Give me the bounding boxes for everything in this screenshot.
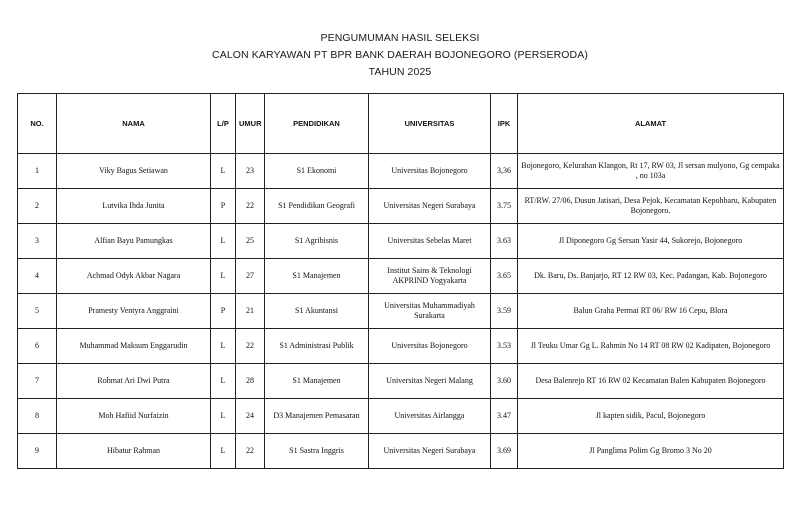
cell-no: 7 [18, 364, 57, 399]
cell-ipk: 3.60 [491, 364, 518, 399]
cell-nama: Muhammad Maksum Enggarudin [57, 329, 211, 364]
cell-alamat: Dk. Baru, Ds. Banjarjo, RT 12 RW 03, Kec. Padangan, Kab. Bojonegoro [518, 259, 784, 294]
table-row [18, 294, 784, 329]
cell-umur: 21 [236, 294, 265, 329]
cell-ipk: 3.53 [491, 329, 518, 364]
cell-umur: 23 [236, 154, 265, 189]
cell-universitas: Universitas Negeri Surabaya [369, 434, 491, 469]
cell-nama: Pramesty Ventyra Anggraini [57, 294, 211, 329]
cell-alamat: Balun Graha Permai RT 06/ RW 16 Cepu, Blora [518, 294, 784, 329]
cell-pendidikan: S1 Sastra Inggris [265, 434, 369, 469]
cell-pendidikan: S1 Pendidikan Geografi [265, 189, 369, 224]
cell-universitas: Universitas Airlangga [369, 399, 491, 434]
table-row [18, 189, 784, 224]
cell-nama: Moh Hafiid Nurfaizin [57, 399, 211, 434]
col-header-pendidikan: PENDIDIKAN [265, 94, 369, 154]
col-header-no: NO. [18, 94, 57, 154]
cell-lp: L [211, 399, 236, 434]
cell-pendidikan: D3 Manajemen Pemasaran [265, 399, 369, 434]
cell-alamat: Desa Balenrejo RT 16 RW 02 Kecamatan Balen Kabupaten Bojonegoro [518, 364, 784, 399]
cell-no: 2 [18, 189, 57, 224]
table-row [18, 224, 784, 259]
cell-alamat: Jl kapten sidik, Pacul, Bojonegoro [518, 399, 784, 434]
cell-umur: 28 [236, 364, 265, 399]
col-header-ipk: IPK [491, 94, 518, 154]
table-row [18, 364, 784, 399]
cell-no: 1 [18, 154, 57, 189]
cell-universitas: Institut Sains & Teknologi AKPRIND Yogyakarta [369, 259, 491, 294]
cell-universitas: Universitas Bojonegoro [369, 154, 491, 189]
cell-lp: L [211, 329, 236, 364]
cell-nama: Hibatur Rahman [57, 434, 211, 469]
cell-universitas: Universitas Muhammadiyah Surakarta [369, 294, 491, 329]
col-header-alamat: ALAMAT [518, 94, 784, 154]
cell-alamat: Jl Diponegoro Gg Sersan Yasir 44, Sukorejo, Bojonegoro [518, 224, 784, 259]
cell-lp: L [211, 434, 236, 469]
cell-nama: Rohmat Ari Dwi Putra [57, 364, 211, 399]
cell-universitas: Universitas Negeri Surabaya [369, 189, 491, 224]
cell-ipk: 3.63 [491, 224, 518, 259]
cell-no: 4 [18, 259, 57, 294]
cell-lp: L [211, 224, 236, 259]
cell-nama: Viky Bagus Setiawan [57, 154, 211, 189]
table-row [18, 399, 784, 434]
cell-ipk: 3.69 [491, 434, 518, 469]
cell-lp: L [211, 259, 236, 294]
table-row [18, 259, 784, 294]
cell-pendidikan: S1 Akuntansi [265, 294, 369, 329]
cell-ipk: 3.65 [491, 259, 518, 294]
cell-universitas: Universitas Bojonegoro [369, 329, 491, 364]
col-header-nama: NAMA [57, 94, 211, 154]
cell-lp: L [211, 364, 236, 399]
cell-no: 6 [18, 329, 57, 364]
company-name: CALON KARYAWAN PT BPR BANK DAERAH BOJONEGORO (PERSERODA) [212, 49, 588, 61]
table-row [18, 434, 784, 469]
cell-lp: P [211, 189, 236, 224]
cell-alamat: RT/RW. 27/06, Dusun Jatisari, Desa Pejok, Kecamatan Kepohbaru, Kabupaten Bojonegoro. [518, 189, 784, 224]
cell-pendidikan: S1 Agribisnis [265, 224, 369, 259]
year-label: TAHUN 2025 [368, 66, 432, 78]
cell-universitas: Universitas Sebelas Maret [369, 224, 491, 259]
cell-lp: P [211, 294, 236, 329]
announcement-title: PENGUMUMAN HASIL SELEKSI [320, 32, 480, 44]
col-header-lp: L/P [211, 94, 236, 154]
table-header-row [18, 94, 784, 154]
cell-lp: L [211, 154, 236, 189]
cell-ipk: 3.47 [491, 399, 518, 434]
cell-pendidikan: S1 Administrasi Publik [265, 329, 369, 364]
col-header-universitas: UNIVERSITAS [369, 94, 491, 154]
cell-no: 9 [18, 434, 57, 469]
cell-pendidikan: S1 Manajemen [265, 259, 369, 294]
cell-nama: Lutvika Ihda Junita [57, 189, 211, 224]
cell-ipk: 3,36 [491, 154, 518, 189]
cell-umur: 22 [236, 189, 265, 224]
cell-universitas: Universitas Negeri Malang [369, 364, 491, 399]
cell-no: 8 [18, 399, 57, 434]
cell-alamat: Jl Panglima Polim Gg Bromo 3 No 20 [518, 434, 784, 469]
table-row [18, 154, 784, 189]
cell-no: 3 [18, 224, 57, 259]
cell-alamat: Jl Teuku Umar Gg L. Rahmin No 14 RT 08 RW 02 Kadipaten, Bojonegoro [518, 329, 784, 364]
cell-pendidikan: S1 Ekonomi [265, 154, 369, 189]
cell-no: 5 [18, 294, 57, 329]
cell-ipk: 3.59 [491, 294, 518, 329]
cell-umur: 25 [236, 224, 265, 259]
table-row [18, 329, 784, 364]
cell-nama: Alfian Bayu Pamungkas [57, 224, 211, 259]
cell-umur: 24 [236, 399, 265, 434]
cell-nama: Achmad Odyk Akbar Nagara [57, 259, 211, 294]
cell-alamat: Bojonegoro, Kelurahan Klangon, Rt 17, RW 03, Jl sersan mulyono, Gg cempaka , no 103a [518, 154, 784, 189]
cell-umur: 27 [236, 259, 265, 294]
results-table [17, 93, 784, 469]
cell-pendidikan: S1 Manajemen [265, 364, 369, 399]
cell-umur: 22 [236, 434, 265, 469]
cell-umur: 22 [236, 329, 265, 364]
col-header-umur: UMUR [236, 94, 265, 154]
cell-ipk: 3.75 [491, 189, 518, 224]
